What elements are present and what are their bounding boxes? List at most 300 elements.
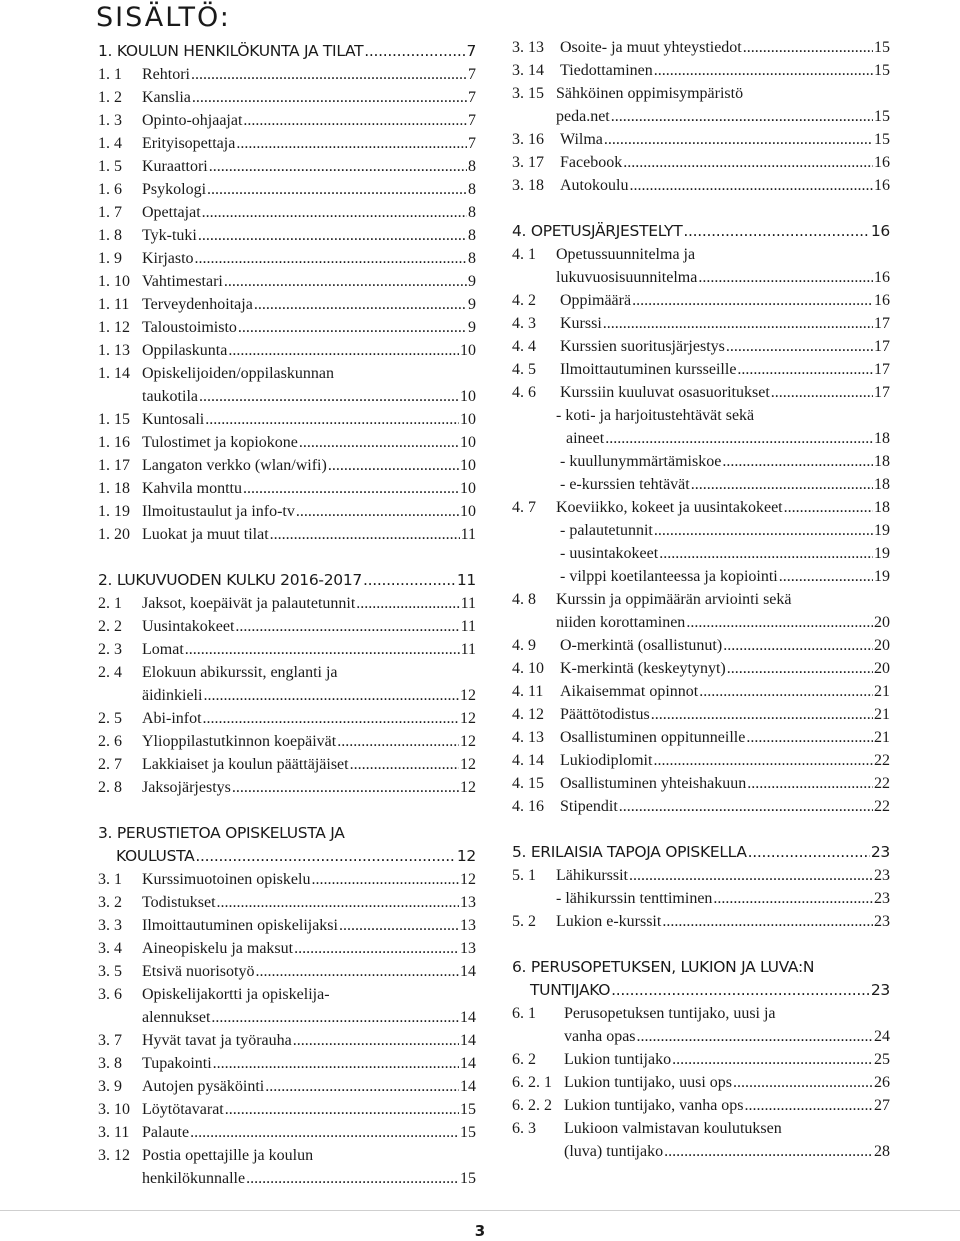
toc-entry[interactable] <box>512 680 890 703</box>
toc-entry[interactable] <box>98 316 476 339</box>
entry-label: Todistukset <box>142 894 216 911</box>
toc-entry[interactable] <box>98 201 476 224</box>
page-ref: 26 <box>874 1074 890 1091</box>
toc-subentry[interactable] <box>512 404 890 427</box>
entry-label: Ilmoitustaulut ja info-tv <box>142 503 295 520</box>
leader-dots <box>726 335 873 358</box>
toc-entry[interactable] <box>98 362 476 385</box>
page-ref: 16 <box>874 177 890 194</box>
leader-dots <box>699 680 873 703</box>
entry-number: 4. 4 <box>512 338 536 355</box>
page-ref: 13 <box>460 894 476 911</box>
entry-label: - lähikurssin tenttiminen <box>556 890 713 907</box>
page-ref: 15 <box>874 108 890 125</box>
leader-dots <box>654 519 873 542</box>
toc-entry[interactable] <box>98 1144 476 1167</box>
toc-entry[interactable] <box>512 1048 890 1071</box>
leader-dots <box>265 1075 459 1098</box>
page-ref: 21 <box>874 706 890 723</box>
page-ref: 22 <box>874 798 890 815</box>
toc-entry[interactable] <box>512 749 890 772</box>
page-ref: 12 <box>460 733 476 750</box>
entry-label: (luva) tuntijako <box>564 1143 664 1160</box>
entry-label: taukotila <box>142 388 198 405</box>
page-ref: 27 <box>874 1097 890 1114</box>
toc-entry[interactable] <box>98 1029 476 1052</box>
entry-number: 6. 3 <box>512 1120 536 1137</box>
entry-number: 1. 4 <box>98 135 122 152</box>
leader-dots <box>737 358 873 381</box>
toc-entry[interactable] <box>98 155 476 178</box>
toc-entry[interactable] <box>512 864 890 887</box>
entry-label: äidinkieli <box>142 687 203 704</box>
entry-number: 4. 13 <box>512 729 544 746</box>
entry-label: Tupakointi <box>142 1055 212 1072</box>
toc-entry[interactable] <box>512 1094 890 1117</box>
page-ref: 11 <box>460 595 476 612</box>
entry-label: Osallistuminen oppitunneille <box>560 729 746 746</box>
entry-label: Osallistuminen yhteishakuun <box>560 775 747 792</box>
toc-entry-continued[interactable] <box>512 1025 890 1048</box>
page-ref: 15 <box>874 39 890 56</box>
entry-label: Lomat <box>142 641 184 658</box>
toc-entry[interactable] <box>98 914 476 937</box>
toc-entry[interactable] <box>98 339 476 362</box>
leader-dots <box>350 753 459 776</box>
entry-label: Luokat ja muut tilat <box>142 526 269 543</box>
entry-label: Lukioon valmistavan koulutuksen <box>564 1120 782 1137</box>
page-ref: 23 <box>874 890 890 907</box>
page-ref: 14 <box>460 1009 476 1026</box>
entry-number: 1. 19 <box>98 503 130 520</box>
entry-number: 1. 15 <box>98 411 130 428</box>
toc-entry[interactable] <box>98 109 476 132</box>
toc-entry[interactable] <box>98 408 476 431</box>
entry-label: Kuraattori <box>142 158 208 175</box>
leader-dots <box>672 1048 873 1071</box>
page-ref: 9 <box>468 296 476 313</box>
entry-label: - vilppi koetilanteessa ja kopiointi <box>560 568 778 585</box>
entry-number: 1. 2 <box>98 89 122 106</box>
entry-number: 5. 2 <box>512 913 536 930</box>
leader-dots <box>243 477 459 500</box>
toc-subentry[interactable] <box>512 473 890 496</box>
toc-entry[interactable] <box>98 615 476 638</box>
entry-number: 4. 12 <box>512 706 544 723</box>
toc-entry-continued[interactable] <box>98 385 476 408</box>
toc-entry[interactable] <box>98 86 476 109</box>
entry-number: 3. 8 <box>98 1055 122 1072</box>
toc-entry[interactable] <box>512 910 890 933</box>
entry-label: Kurssiin kuuluvat osasuoritukset <box>560 384 770 401</box>
page-ref: 21 <box>874 683 890 700</box>
page-ref: 12 <box>456 847 476 865</box>
toc-entry[interactable] <box>512 128 890 151</box>
entry-label: - uusintakokeet <box>560 545 659 562</box>
entry-number: 3. 4 <box>98 940 122 957</box>
leader-dots <box>243 109 467 132</box>
entry-label: Kanslia <box>142 89 191 106</box>
toc-entry[interactable] <box>512 312 890 335</box>
entry-number: 2. 5 <box>98 710 122 727</box>
entry-label: Sähköinen oppimisympäristö <box>556 85 744 102</box>
toc-entry-continued[interactable] <box>98 684 476 707</box>
toc-entry[interactable] <box>98 1098 476 1121</box>
toc-entry[interactable] <box>98 1121 476 1144</box>
entry-number: 1. 3 <box>98 112 122 129</box>
leader-dots <box>232 776 459 799</box>
entry-label: Facebook <box>560 154 623 171</box>
page-ref: 16 <box>874 154 890 171</box>
page-ref: 20 <box>874 637 890 654</box>
page-ref: 16 <box>870 222 890 240</box>
page-ref: 11 <box>456 571 476 589</box>
toc-entry[interactable] <box>98 891 476 914</box>
page-ref: 17 <box>874 384 890 401</box>
toc-entry[interactable] <box>98 500 476 523</box>
entry-number: 6. 2. 2 <box>512 1097 552 1114</box>
entry-number: 1. 20 <box>98 526 130 543</box>
page-ref: 18 <box>874 453 890 470</box>
leader-dots <box>629 174 873 197</box>
leader-dots <box>713 887 873 910</box>
entry-label: Opiskelijoiden/oppilaskunnan <box>142 365 334 382</box>
entry-label: Opinto-ohjaajat <box>142 112 243 129</box>
leader-dots <box>195 845 455 868</box>
footer-divider <box>0 1210 960 1211</box>
entry-label: Päättötodistus <box>560 706 650 723</box>
leader-dots <box>202 201 467 224</box>
toc-entry[interactable] <box>98 960 476 983</box>
page-ref: 9 <box>468 273 476 290</box>
leader-dots <box>733 1071 873 1094</box>
toc-subentry[interactable] <box>512 519 890 542</box>
entry-label: henkilökunnalle <box>142 1170 246 1187</box>
toc-entry[interactable] <box>512 795 890 818</box>
leader-dots <box>191 63 467 86</box>
entry-number: 2. 3 <box>98 641 122 658</box>
page-ref: 15 <box>460 1124 476 1141</box>
toc-entry[interactable] <box>512 726 890 749</box>
entry-number: 4. 11 <box>512 683 544 700</box>
page-ref: 19 <box>874 545 890 562</box>
page-ref: 20 <box>874 614 890 631</box>
page-ref: 10 <box>460 388 476 405</box>
entry-number: 3. 2 <box>98 894 122 911</box>
page-ref: 7 <box>468 89 476 106</box>
leader-dots <box>217 891 459 914</box>
toc-entry-continued[interactable] <box>98 1167 476 1190</box>
entry-number: 2. 4 <box>98 664 122 681</box>
toc-section-heading[interactable] <box>98 822 476 845</box>
entry-number: 3. 13 <box>512 39 544 56</box>
page-ref: 22 <box>874 752 890 769</box>
toc-entry[interactable] <box>98 592 476 615</box>
entry-number: 3. 14 <box>512 62 544 79</box>
toc-section-heading[interactable] <box>512 841 890 864</box>
leader-dots <box>651 703 873 726</box>
entry-label: Oppilaskunta <box>142 342 228 359</box>
toc-entry[interactable] <box>98 1075 476 1098</box>
toc-entry[interactable] <box>512 703 890 726</box>
leader-dots <box>254 293 467 316</box>
toc-entry[interactable] <box>512 496 890 519</box>
page-ref: 15 <box>460 1170 476 1187</box>
entry-label: vanha opas <box>564 1028 636 1045</box>
entry-label: Lukion tuntijako, uusi ops <box>564 1074 732 1091</box>
toc-entry[interactable] <box>98 247 476 270</box>
toc-entry[interactable] <box>98 1052 476 1075</box>
entry-label: peda.net <box>556 108 610 125</box>
leader-dots <box>637 1025 873 1048</box>
leader-dots <box>698 266 873 289</box>
page-ref: 16 <box>874 292 890 309</box>
toc-entry[interactable] <box>98 431 476 454</box>
toc-section-heading[interactable] <box>98 40 476 63</box>
leader-dots <box>623 151 873 174</box>
entry-label: Stipendit <box>560 798 618 815</box>
leader-dots <box>205 408 459 431</box>
section-title: KOULUSTA <box>116 847 195 865</box>
toc-entry[interactable] <box>512 59 890 82</box>
entry-label: Autojen pysäköinti <box>142 1078 265 1095</box>
leader-dots <box>209 155 467 178</box>
leader-dots <box>691 473 873 496</box>
entry-number: 4. 9 <box>512 637 536 654</box>
page-ref: 12 <box>460 871 476 888</box>
toc-entry[interactable] <box>98 730 476 753</box>
entry-number: 1. 16 <box>98 434 130 451</box>
page-ref: 15 <box>460 1101 476 1118</box>
entry-number: 3. 7 <box>98 1032 122 1049</box>
page-ref: 23 <box>874 867 890 884</box>
entry-label: Aikaisemmat opinnot <box>560 683 699 700</box>
toc-entry[interactable] <box>512 289 890 312</box>
toc-entry[interactable] <box>98 63 476 86</box>
entry-label: Elokuun abikurssit, englanti ja <box>142 664 338 681</box>
toc-entry[interactable] <box>512 1117 890 1140</box>
toc-subentry[interactable] <box>512 565 890 588</box>
leader-dots <box>296 500 459 523</box>
entry-number: 3. 18 <box>512 177 544 194</box>
leader-dots <box>328 454 459 477</box>
entry-label: Lähikurssit <box>556 867 628 884</box>
page-ref: 8 <box>468 250 476 267</box>
toc-entry[interactable] <box>512 588 890 611</box>
leader-dots <box>603 312 873 335</box>
page-ref: 7 <box>468 66 476 83</box>
leader-dots <box>605 427 873 450</box>
leader-dots <box>659 542 873 565</box>
page-ref: 10 <box>460 411 476 428</box>
entry-label: Erityisopettaja <box>142 135 236 152</box>
entry-label: Lakkiaiset ja koulun päättäjäiset <box>142 756 349 773</box>
entry-label: Ylioppilastutkinnon koepäivät <box>142 733 337 750</box>
section-title: 6. PERUSOPETUKSEN, LUKION JA LUVA:N <box>512 958 815 976</box>
entry-number: 3. 11 <box>98 1124 130 1141</box>
entry-number: 1. 14 <box>98 365 130 382</box>
entry-label: O-merkintä (osallistunut) <box>560 637 723 654</box>
entry-number: 4. 10 <box>512 660 544 677</box>
entry-number: 4. 6 <box>512 384 536 401</box>
toc-entry[interactable] <box>98 661 476 684</box>
toc-entry-continued[interactable] <box>512 266 890 289</box>
toc-subentry[interactable] <box>512 887 890 910</box>
toc-entry[interactable] <box>512 335 890 358</box>
toc-entry[interactable] <box>512 634 890 657</box>
page-ref: 15 <box>874 62 890 79</box>
leader-dots <box>270 523 460 546</box>
toc-entry[interactable] <box>98 523 476 546</box>
entry-number: 4. 5 <box>512 361 536 378</box>
toc-entry[interactable] <box>98 132 476 155</box>
entry-label: Opettajat <box>142 204 201 221</box>
toc-entry[interactable] <box>512 36 890 59</box>
leader-dots <box>779 565 873 588</box>
toc-subentry[interactable] <box>512 450 890 473</box>
leader-dots <box>664 1140 873 1163</box>
toc-left-column <box>98 40 476 1190</box>
entry-label: Tiedottaminen <box>560 62 653 79</box>
leader-dots <box>722 450 873 473</box>
leader-dots <box>686 611 873 634</box>
page-ref: 16 <box>874 269 890 286</box>
leader-dots <box>683 220 870 243</box>
toc-entry[interactable] <box>512 358 890 381</box>
toc-entry[interactable] <box>98 638 476 661</box>
page-ref: 12 <box>460 756 476 773</box>
page-ref: 12 <box>460 710 476 727</box>
leader-dots <box>745 1094 873 1117</box>
leader-dots <box>747 772 873 795</box>
toc-entry[interactable] <box>98 707 476 730</box>
entry-number: 4. 7 <box>512 499 536 516</box>
entry-number: 1. 7 <box>98 204 122 221</box>
toc-right-column <box>512 36 890 1163</box>
entry-label: Palaute <box>142 1124 190 1141</box>
toc-entry[interactable] <box>98 224 476 247</box>
page-ref: 9 <box>468 319 476 336</box>
toc-subentry[interactable] <box>512 542 890 565</box>
toc-entry[interactable] <box>512 151 890 174</box>
leader-dots <box>246 1167 459 1190</box>
page-ref: 11 <box>460 526 476 543</box>
toc-entry[interactable] <box>512 82 890 105</box>
toc-entry[interactable] <box>98 477 476 500</box>
toc-entry[interactable] <box>98 270 476 293</box>
entry-number: 1. 13 <box>98 342 130 359</box>
entry-label: Ilmoittautuminen kursseille <box>560 361 737 378</box>
entry-label: Psykologi <box>142 181 207 198</box>
page-ref: 7 <box>468 112 476 129</box>
section-title: 4. OPETUSJÄRJESTELYT <box>512 222 683 240</box>
toc-entry[interactable] <box>98 178 476 201</box>
toc-section-heading-continued[interactable] <box>98 845 476 868</box>
page-ref: 23 <box>870 981 890 999</box>
entry-label: - palautetunnit <box>560 522 653 539</box>
toc-subentry-continued[interactable] <box>512 427 890 450</box>
entry-number: 2. 2 <box>98 618 122 635</box>
toc-entry[interactable] <box>512 381 890 404</box>
leader-dots <box>771 381 873 404</box>
toc-entry[interactable] <box>98 454 476 477</box>
entry-number: 1. 8 <box>98 227 122 244</box>
entry-label: Ilmoittautuminen opiskelijaksi <box>142 917 338 934</box>
page-ref: 8 <box>468 158 476 175</box>
entry-number: 1. 1 <box>98 66 122 83</box>
entry-label: Langaton verkko (wlan/wifi) <box>142 457 327 474</box>
toc-section-heading-continued[interactable] <box>512 979 890 1002</box>
leader-dots <box>632 289 873 312</box>
entry-label: Jaksojärjestys <box>142 779 231 796</box>
page-ref: 11 <box>460 618 476 635</box>
entry-number: 1. 18 <box>98 480 130 497</box>
page-ref: 7 <box>466 42 476 60</box>
entry-number: 4. 1 <box>512 246 536 263</box>
leader-dots <box>746 726 873 749</box>
page-ref: 10 <box>460 503 476 520</box>
entry-number: 4. 2 <box>512 292 536 309</box>
toc-section-heading[interactable] <box>512 220 890 243</box>
toc-entry-continued[interactable] <box>512 105 890 128</box>
leader-dots <box>199 385 459 408</box>
entry-label: Löytötavarat <box>142 1101 224 1118</box>
leader-dots <box>190 1121 459 1144</box>
entry-number: 3. 10 <box>98 1101 130 1118</box>
page-ref: 22 <box>874 775 890 792</box>
toc-section-heading[interactable] <box>98 569 476 592</box>
toc-entry[interactable] <box>512 1002 890 1025</box>
toc-entry[interactable] <box>512 1071 890 1094</box>
leader-dots <box>784 496 873 519</box>
page-ref: 8 <box>468 227 476 244</box>
leader-dots <box>299 431 459 454</box>
entry-number: 6. 1 <box>512 1005 536 1022</box>
entry-label: Autokoulu <box>560 177 629 194</box>
toc-entry[interactable] <box>512 243 890 266</box>
toc-entry[interactable] <box>98 983 476 1006</box>
toc-entry-continued[interactable] <box>512 1140 890 1163</box>
entry-number: 1. 6 <box>98 181 122 198</box>
entry-label: Oppimäärä <box>560 292 632 309</box>
leader-dots <box>294 937 459 960</box>
entry-number: 3. 17 <box>512 154 544 171</box>
toc-entry-continued[interactable] <box>512 611 890 634</box>
leader-dots <box>224 270 467 293</box>
toc-entry[interactable] <box>98 753 476 776</box>
entry-label: Wilma <box>560 131 603 148</box>
entry-number: 4. 15 <box>512 775 544 792</box>
leader-dots <box>654 59 873 82</box>
leader-dots <box>339 914 459 937</box>
entry-label: Tulostimet ja kopiokone <box>142 434 298 451</box>
toc-entry-continued[interactable] <box>98 1006 476 1029</box>
leader-dots <box>203 684 459 707</box>
page-ref: 7 <box>468 135 476 152</box>
toc-section-heading[interactable] <box>512 956 890 979</box>
leader-dots <box>611 105 873 128</box>
toc-entry[interactable] <box>98 937 476 960</box>
leader-dots <box>195 247 467 270</box>
toc-entry[interactable] <box>512 772 890 795</box>
toc-entry[interactable] <box>512 174 890 197</box>
toc-entry[interactable] <box>512 657 890 680</box>
leader-dots <box>236 132 467 155</box>
leader-dots <box>213 1052 459 1075</box>
toc-entry[interactable] <box>98 293 476 316</box>
toc-entry[interactable] <box>98 868 476 891</box>
toc-entry[interactable] <box>98 776 476 799</box>
